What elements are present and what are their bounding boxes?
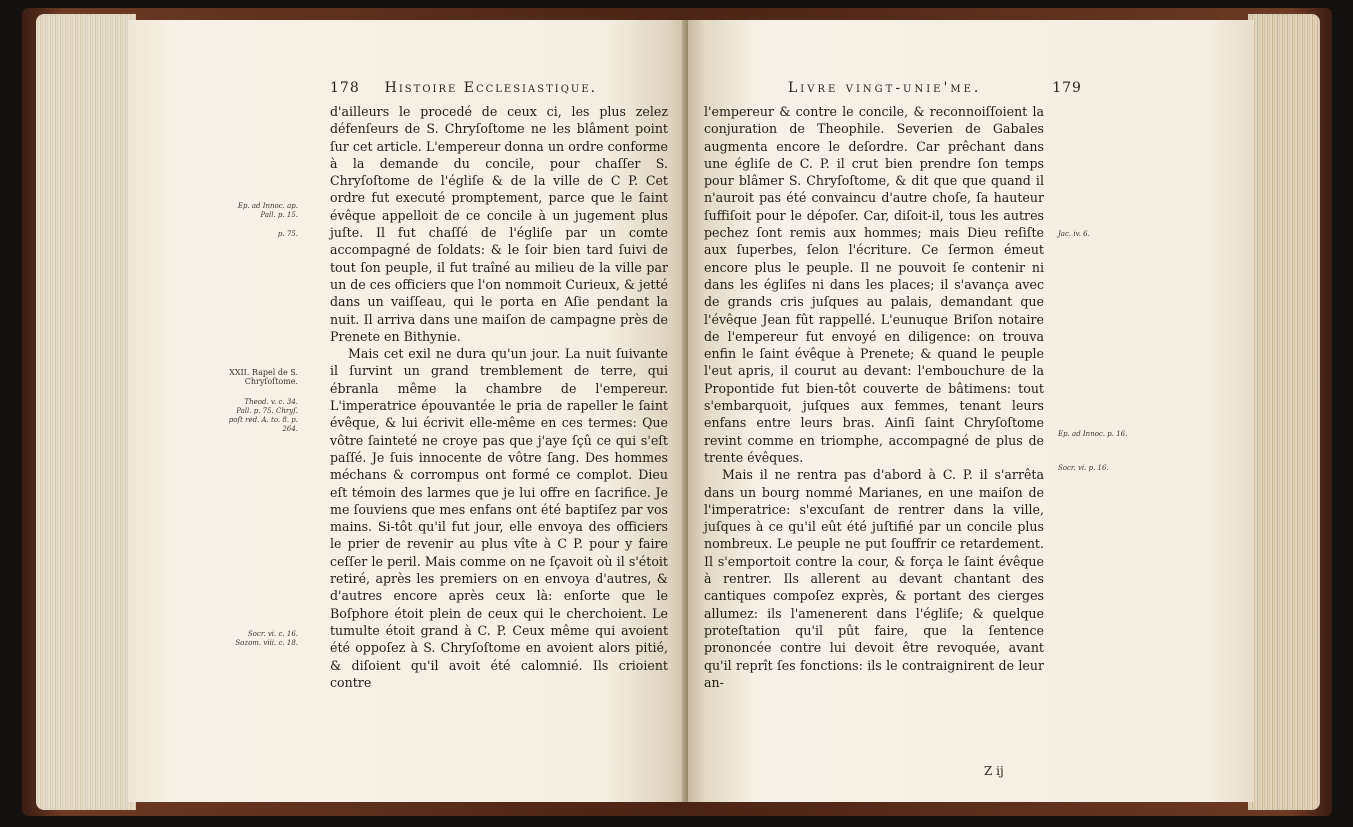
margin-note: Socr. vi. c. 16. Sozom. viii. c. 18. [235,630,298,647]
signature-mark: Z ij [984,764,1004,778]
page-number: 179 [1052,80,1082,96]
section-heading: XXII. Rapel de S. Chryſoſtome. [229,368,298,386]
left-page [128,20,688,802]
right-page-body [704,103,1044,691]
left-page-body [330,103,668,691]
page-edges-left [36,14,136,810]
margin-note: Theod. v. c. 34. Pall. p. 75. Chryſ. poſt red. A. to. 8. p. 264. [228,398,298,433]
paragraph: l'empereur & contre le concile, & reconnoiſſoient la conjuration de Theophile. Severien de Gabales augmenta encore le deſordre. Car prêchant dans une égliſe de C. P. il crut bien prendre ſon temps pour blâmer S. Chryſoſtome, & dit que que quand il n'auroit pas été convaincu d'autre choſe, ſa hauteur ſuffiſoit pour le dépoſer. Car, diſoit-il, tous les autres pechez ſont remis aux hommes; mais Dieu reſiſte aux ſuperbes, ſelon l'écriture. Ce ſermon émeut encore plus le peuple. Il ne pouvoit ſe contenir ni dans les égliſes ni dans les places; il s'avança avec de grands cris juſques au palais, demandant que l'évêque Jean fût rappellé. L'eunuque Briſon notaire de l'empereur fut envoyé en diligence: on trouva enfin le ſaint évêque à Prenete; & quand le peuple l'eut apris, il courut au devant: l'embouchure de la Propontide fut bien-tôt couverte de bâtimens: tout s'embarquoit, juſques aux femmes, tenant leurs enfans entre leurs bras. Ainſi ſaint Chryſoſtome revint comme en triomphe, accompagné de plus de trente évêques. [704,104,1044,465]
margin-note: Jac. iv. 6. [1058,230,1090,238]
right-page [688,20,1254,802]
margin-note: Ep. ad Innoc. ap. Pall. p. 15. [237,202,298,219]
margin-note: Ep. ad Innoc. p. 16. [1058,430,1128,438]
paragraph: d'ailleurs le procedé de ceux ci, les plus zelez défenſeurs de S. Chryſoſtome ne les blâment point ſur cet article. L'empereur donna un ordre conforme à la demande du concile, pour chaſſer S. Chryſoſtome de l'égliſe & de la ville de C P. Cet ordre fut executé promptement, parce que le ſaint évêque appelloit de ce concile à un jugement plus juſte. Il fut chaſſé de l'égliſe par un comte accompagné de ſoldats: & le ſoir bien tard ſuivi de tout ſon peuple, il fut traîné au milieu de la ville par un de ces officiers que l'on nommoit Curieux, & jetté dans un vaiſſeau, qui le porta en Aſie pendant la nuit. Il arriva dans une maiſon de campagne près de Prenete en Bithynie. [330,104,668,344]
running-title: Histoire Ecclesiastique. [384,80,598,96]
running-title: Livre vingt-unie'me. [788,80,982,96]
page-number: 178 [330,80,360,96]
right-page-header [788,80,1082,96]
page-edges-right [1248,14,1320,810]
margin-note: p. 75. [277,230,298,238]
left-page-header [330,80,597,96]
paragraph: Mais il ne rentra pas d'abord à C. P. il s'arrêta dans un bourg nommé Marianes, en une maiſon de l'imperatrice: s'excuſant de rentrer dans la ville, juſques à ce qu'il eût été juſtifié par un concile plus nombreux. Le peuple ne put ſouffrir ce retardement. Il s'emportoit contre la cour, & força le ſaint évêque à rentrer. Ils allerent au devant chantant des cantiques compoſez exprès, & portant des cierges allumez: ils l'amenerent dans l'égliſe; & quelque proteſtation qu'il pût faire, que la ſentence prononcée contre lui devoit être revoquée, avant qu'il reprît ſes fonctions: ils le contraignirent de leur an- [704,467,1044,690]
paragraph: Mais cet exil ne dura qu'un jour. La nuit ſuivante il ſurvint un grand tremblement de terre, qui ébranla même la chambre de l'empereur. L'imperatrice épouvantée le pria de rapeller le ſaint évêque, & lui écrivit elle-même en ces termes: Que vôtre ſainteté ne croye pas que j'aye ſçû ce qui s'eſt paſſé. Je ſuis innocente de vôtre ſang. Des hommes méchans & corrompus ont formé ce complot. Dieu eſt témoin des larmes que je lui offre en ſacrifice. Je me ſouviens que mes enfans ont été baptiſez par vos mains. Si-tôt qu'il fut jour, elle envoya des officiers le prier de revenir au plus vîte à C P. pour y faire ceſſer le peril. Mais comme on ne ſçavoit où il s'étoit retiré, après les premiers on en envoya d'autres, & d'autres encore après ceux là: enſorte que le Boſphore étoit plein de ceux qui le cherchoient. Le tumulte étoit grand à C. P. Ceux même qui avoient été oppoſez à S. Chryſoſtome en avoient alors pitié, & diſoient qu'il avoit été calomnié. Ils crioient contre [330,346,668,690]
margin-note: Socr. vi. p. 16. [1058,464,1109,472]
